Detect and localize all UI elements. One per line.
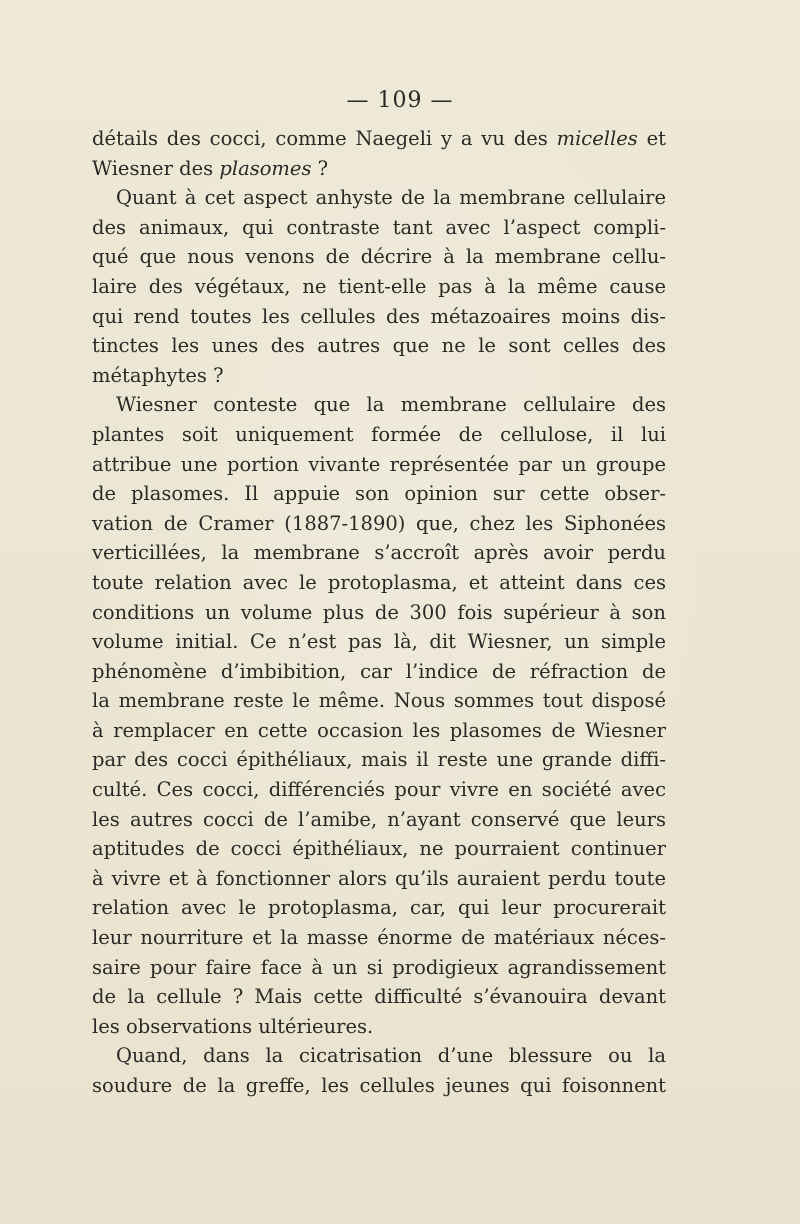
text-line: les observations ultérieures. [92, 1014, 374, 1038]
italic-term-plasomes: plasomes [219, 156, 312, 180]
text-line: qui rend toutes les cellules des métazoaires moins dis- [92, 304, 666, 328]
text-line: la membrane reste le même. Nous sommes tout disposé [92, 689, 666, 713]
text-line: culté. Ces cocci, différenciés pour vivre en société avec [92, 778, 666, 802]
text-run: Wiesner des [92, 156, 220, 180]
text-line: Quant à cet aspect anhyste de la membrane cellulaire [116, 186, 666, 210]
text-line [92, 154, 666, 184]
text-line: les autres cocci de l’amibe, n’ayant conservé que leurs [92, 807, 666, 831]
text-run: et [637, 127, 667, 150]
text-line: attribue une portion vivante représentée par un groupe [92, 452, 666, 476]
text-run: ? [311, 156, 329, 180]
text-line: Quand, dans la cicatrisation d’une blessure ou la [116, 1044, 666, 1068]
text-line: phénomène d’imbibition, car l’indice de réfraction de [92, 659, 666, 683]
text-line: de plasomes. Il appuie son opinion sur cette obser- [92, 482, 666, 506]
text-line: métaphytes ? [92, 363, 224, 387]
text-line: vation de Cramer (1887-1890) que, chez les Siphonées [92, 511, 666, 535]
text-line: conditions un volume plus de 300 fois supérieur à son [92, 600, 666, 624]
text-line: à vivre et à fonctionner alors qu’ils auraient perdu toute [92, 866, 666, 890]
text-line: plantes soit uniquement formée de cellulose, il lui [92, 422, 666, 446]
text-line: aptitudes de cocci épithéliaux, ne pourraient continuer [92, 837, 666, 861]
text-line: saire pour faire face à un si prodigieux agrandissement [92, 955, 666, 979]
text-line: laire des végétaux, ne tient-elle pas à la même cause [92, 274, 666, 298]
text-line: Wiesner conteste que la membrane cellulaire des [116, 393, 666, 417]
text-line: soudure de la greffe, les cellules jeunes qui foisonnent [92, 1074, 666, 1097]
page-number: — 109 — [346, 88, 454, 113]
text-line [92, 124, 666, 154]
text-line: verticillées, la membrane s’accroît après avoir perdu [92, 541, 666, 565]
italic-term-micelles: micelles [556, 127, 638, 150]
text-line: tinctes les unes des autres que ne le sont celles des [92, 334, 666, 358]
text-line: des animaux, qui contraste tant avec l’aspect compli- [92, 215, 666, 239]
text-line: qué que nous venons de décrire à la membrane cellu- [92, 245, 666, 269]
text-line: par des cocci épithéliaux, mais il reste une grande diffi- [92, 748, 666, 772]
body-text [92, 124, 666, 1101]
text-line: de la cellule ? Mais cette difficulté s’évanouira devant [92, 985, 666, 1009]
text-line: relation avec le protoplasma, car, qui leur procurerait [92, 896, 666, 920]
text-line: toute relation avec le protoplasma, et atteint dans ces [92, 570, 666, 594]
text-run: détails des cocci, comme Naegeli y a vu des [92, 127, 557, 150]
text-line: leur nourriture et la masse énorme de matériaux néces- [92, 926, 666, 950]
text-line: à remplacer en cette occasion les plasomes de Wiesner [92, 718, 666, 742]
text-line: volume initial. Ce n’est pas là, dit Wiesner, un simple [92, 630, 666, 654]
